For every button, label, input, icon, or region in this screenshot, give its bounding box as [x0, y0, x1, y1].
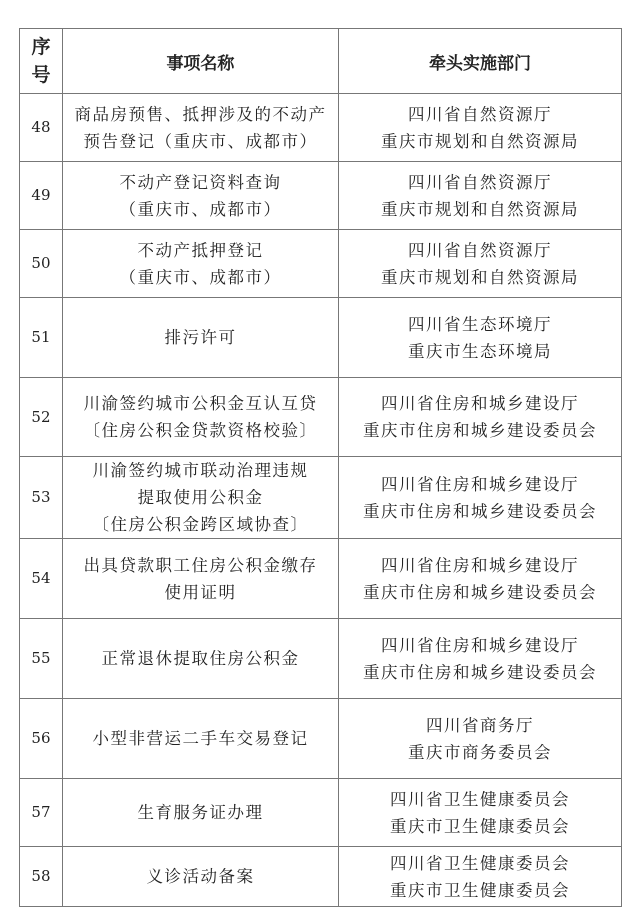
row-number: 52 [20, 378, 63, 457]
matter-name [62, 847, 338, 907]
department-line: 重庆市规划和自然资源局 [380, 267, 579, 287]
department-line: 重庆市住房和城乡建设委员会 [362, 582, 597, 602]
department-line: 重庆市规划和自然资源局 [380, 131, 579, 151]
matter-name-line: 预告登记（重庆市、成都市） [83, 131, 318, 151]
matter-name [62, 230, 338, 298]
lead-department [338, 539, 621, 619]
lead-department [338, 699, 621, 779]
table-row [20, 298, 622, 378]
lead-department [338, 779, 621, 847]
row-number: 54 [20, 539, 63, 619]
department-line: 四川省自然资源厅 [407, 240, 552, 260]
header-index-line: 序 [31, 36, 51, 58]
matter-name-line: 提取使用公积金 [137, 488, 264, 507]
lead-department [338, 162, 621, 230]
department-line: 四川省住房和城乡建设厅 [380, 474, 579, 494]
matter-name [62, 457, 338, 539]
table-row [20, 847, 622, 907]
department-line: 重庆市商务委员会 [407, 742, 552, 762]
matter-name [62, 378, 338, 457]
department-line: 四川省住房和城乡建设厅 [380, 555, 579, 575]
row-number: 55 [20, 619, 63, 699]
header-index-line: 号 [31, 64, 51, 86]
lead-department [338, 230, 621, 298]
table-row [20, 539, 622, 619]
department-line: 四川省卫生健康委员会 [389, 853, 570, 873]
lead-department [338, 378, 621, 457]
matter-name-line: 生育服务证办理 [137, 803, 264, 822]
lead-department [338, 298, 621, 378]
matter-name-line: 川渝签约城市公积金互认互贷 [83, 394, 318, 413]
table-row [20, 162, 622, 230]
department-line: 重庆市规划和自然资源局 [380, 199, 579, 219]
row-number: 50 [20, 230, 63, 298]
table-row [20, 699, 622, 779]
matter-name-line: 川渝签约城市联动治理违规 [92, 461, 309, 480]
matter-name [62, 619, 338, 699]
matter-name [62, 699, 338, 779]
header-name: 事项名称 [62, 29, 338, 94]
row-number: 51 [20, 298, 63, 378]
matter-name-line: 义诊活动备案 [146, 867, 255, 886]
table-row [20, 230, 622, 298]
header-dept: 牵头实施部门 [338, 29, 621, 94]
department-line: 重庆市卫生健康委员会 [389, 816, 570, 836]
lead-department [338, 94, 621, 162]
lead-department [338, 619, 621, 699]
row-number: 56 [20, 699, 63, 779]
matters-table [19, 28, 622, 907]
matter-name-line: 不动产抵押登记 [137, 240, 264, 260]
table-row [20, 779, 622, 847]
department-line: 重庆市住房和城乡建设委员会 [362, 421, 597, 440]
matter-name [62, 94, 338, 162]
department-line: 四川省生态环境厅 [407, 314, 552, 334]
header-index [20, 29, 63, 94]
matter-name-line: 不动产登记资料查询 [119, 172, 282, 192]
department-line: 四川省自然资源厅 [407, 172, 552, 192]
row-number: 48 [20, 94, 63, 162]
matter-name [62, 298, 338, 378]
department-line: 四川省住房和城乡建设厅 [380, 635, 579, 655]
matter-name-line: （重庆市、成都市） [119, 199, 282, 219]
department-line: 四川省住房和城乡建设厅 [380, 394, 579, 413]
department-line: 重庆市卫生健康委员会 [389, 880, 570, 900]
department-line: 重庆市生态环境局 [407, 341, 552, 361]
table-row [20, 619, 622, 699]
matter-name-line: 使用证明 [164, 582, 237, 602]
row-number: 53 [20, 457, 63, 539]
department-line: 四川省卫生健康委员会 [389, 789, 570, 809]
matter-name-line: 小型非营运二手车交易登记 [92, 729, 309, 748]
lead-department [338, 847, 621, 907]
department-line: 重庆市住房和城乡建设委员会 [362, 662, 597, 682]
table-header-row [20, 29, 622, 94]
department-line: 四川省商务厅 [425, 715, 534, 735]
table-row [20, 94, 622, 162]
lead-department [338, 457, 621, 539]
table-row [20, 457, 622, 539]
matter-name-line: 正常退休提取住房公积金 [101, 649, 300, 668]
matter-name [62, 779, 338, 847]
matter-name-line: 〔住房公积金贷款资格校验〕 [83, 421, 318, 440]
row-number: 57 [20, 779, 63, 847]
matter-name-line: 出具贷款职工住房公积金缴存 [83, 555, 318, 575]
row-number: 49 [20, 162, 63, 230]
matter-name [62, 539, 338, 619]
matter-name-line: 排污许可 [164, 328, 237, 347]
matter-name-line: （重庆市、成都市） [119, 267, 282, 287]
department-line: 四川省自然资源厅 [407, 104, 552, 124]
row-number: 58 [20, 847, 63, 907]
matter-name [62, 162, 338, 230]
matter-name-line: 〔住房公积金跨区域协查〕 [92, 515, 309, 534]
matter-name-line: 商品房预售、抵押涉及的不动产 [74, 104, 327, 124]
table-row [20, 378, 622, 457]
department-line: 重庆市住房和城乡建设委员会 [362, 501, 597, 521]
